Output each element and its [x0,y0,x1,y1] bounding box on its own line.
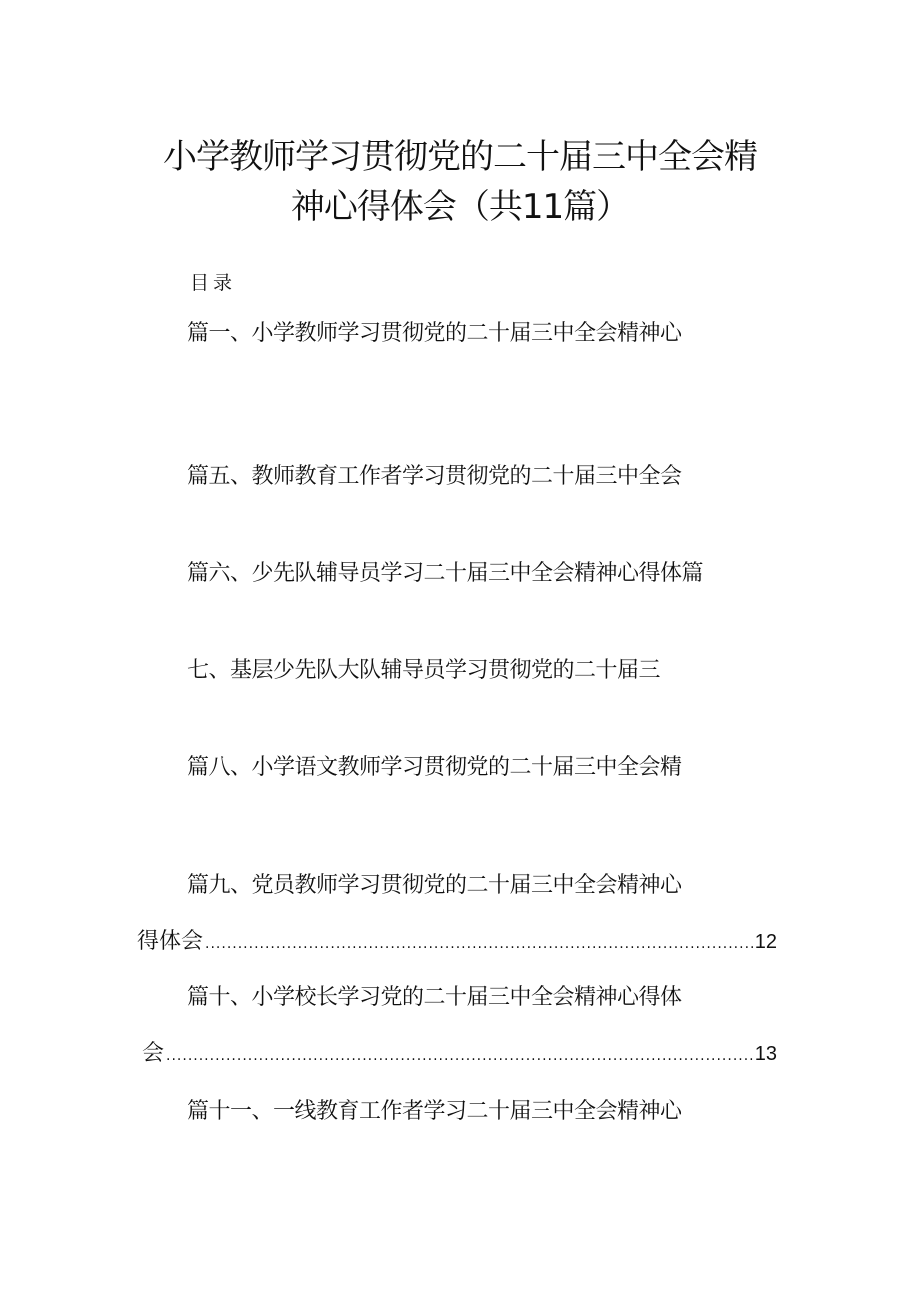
document-title-line-1: 小学教师学习贯彻党的二十届三中全会精 [163,137,757,177]
document-title-line-2: 神心得体会（共11篇） [290,187,630,227]
toc-entry-9-cont-text: 得体会 [137,929,204,954]
toc-leader-dots [205,930,753,958]
toc-entry-1[interactable]: 篇一、小学教师学习贯彻党的二十届三中全会精神心 [187,321,682,346]
toc-entry-9[interactable]: 篇九、党员教师学习贯彻党的二十届三中全会精神心 [187,873,682,898]
toc-entry-10-continuation[interactable] [142,1040,777,1070]
toc-entry-11[interactable]: 篇十一、一线教育工作者学习二十届三中全会精神心 [187,1099,682,1124]
toc-entry-6[interactable]: 篇六、少先队辅导员学习二十届三中全会精神心得体篇 [187,561,704,586]
toc-entry-8[interactable]: 篇八、小学语文教师学习贯彻党的二十届三中全会精 [187,755,682,780]
toc-page-number: 13 [754,1043,777,1065]
toc-entry-9-continuation[interactable] [137,928,777,958]
toc-entry-7[interactable]: 七、基层少先队大队辅导员学习贯彻党的二十届三 [187,658,661,683]
toc-entry-10-cont-text: 会 [142,1041,165,1066]
toc-page-number: 12 [754,931,777,953]
toc-entry-10[interactable]: 篇十、小学校长学习党的二十届三中全会精神心得体 [187,985,682,1010]
toc-entry-5[interactable]: 篇五、教师教育工作者学习贯彻党的二十届三中全会 [187,464,682,489]
toc-heading: 目录 [190,272,237,294]
toc-leader-dots [166,1042,753,1070]
